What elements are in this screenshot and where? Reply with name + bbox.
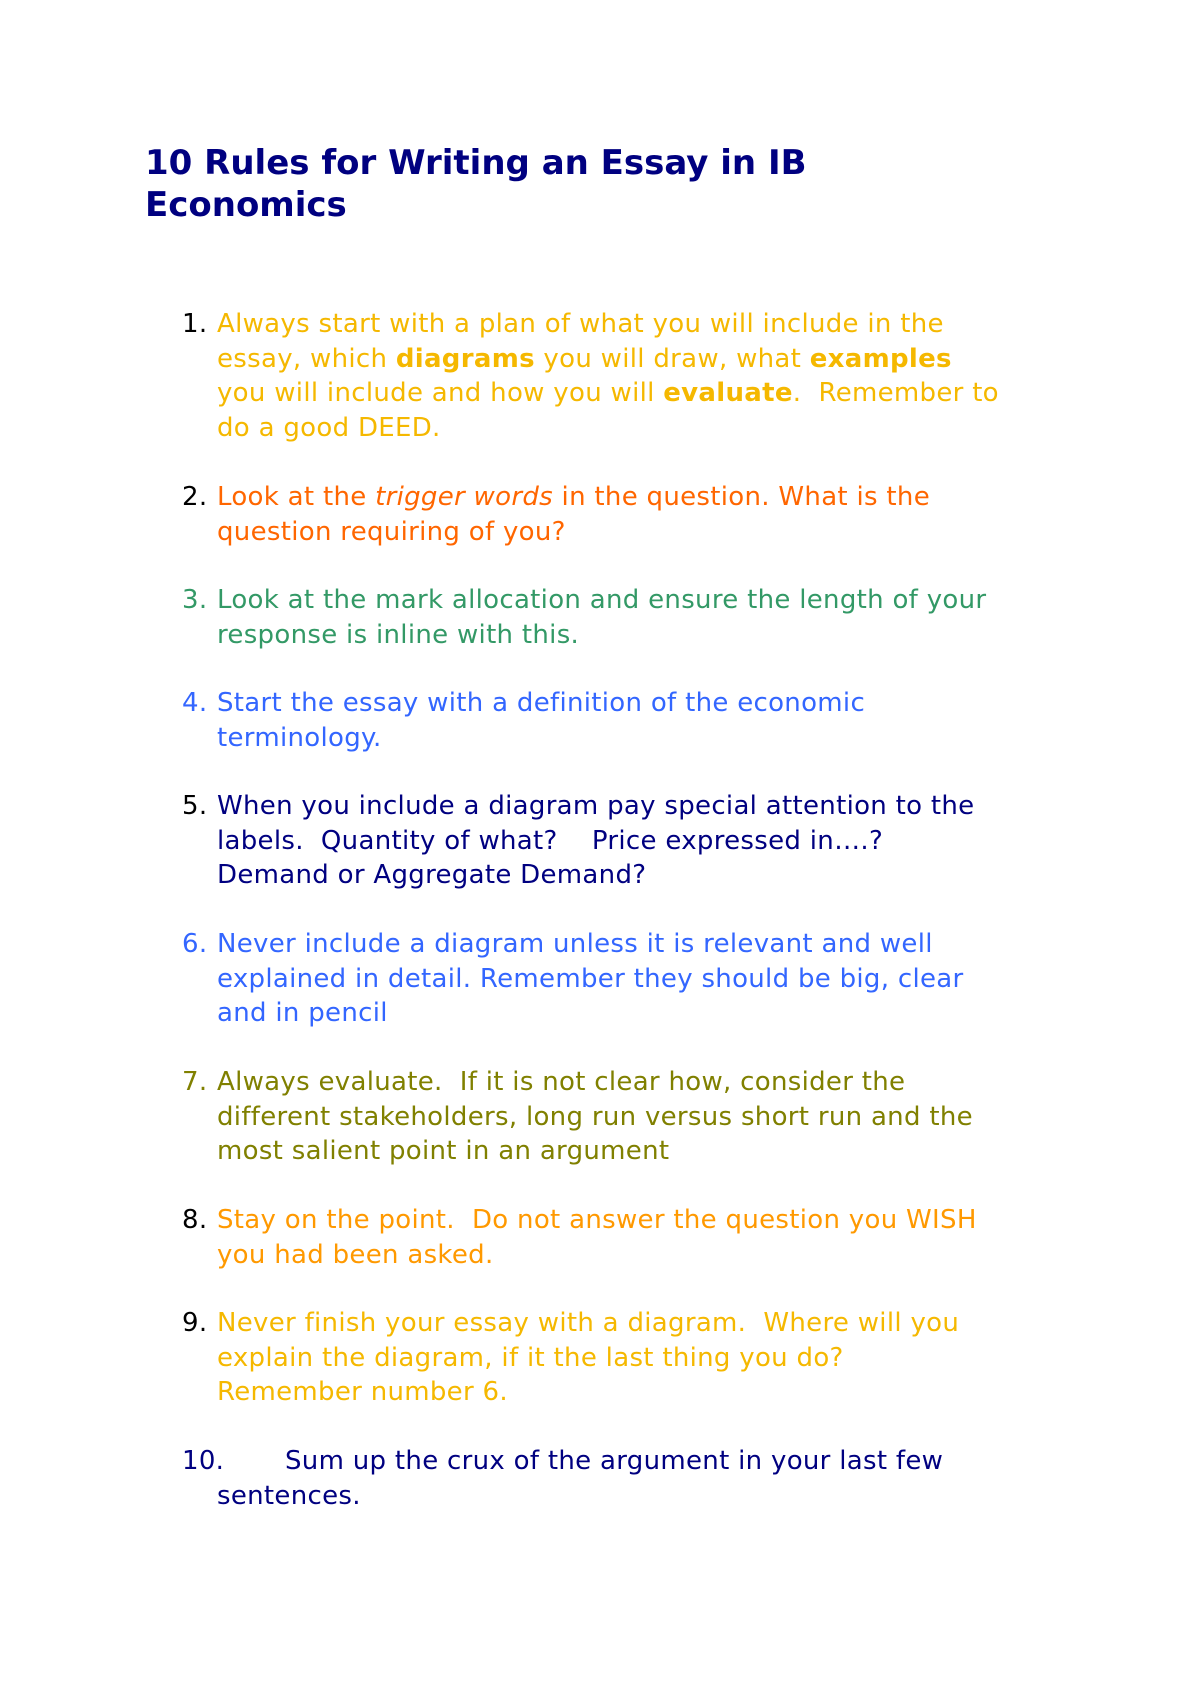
rule-number: 4. <box>182 688 208 718</box>
rule-text <box>217 1444 1077 1513</box>
rule-text <box>217 480 1077 549</box>
rule-6-line-2: explained in detail. Remember they should be big, clear <box>217 963 964 994</box>
rule-8-line-2: you had been asked. <box>217 1239 494 1270</box>
rule-4-line-1: Start the essay with a definition of the economic <box>217 688 866 718</box>
rule-text <box>217 1203 1077 1272</box>
rule-2-line-1: Look at the trigger words in the question. What is the <box>217 482 930 512</box>
rule-9-line-1: Never finish your essay with a diagram. Where will you <box>217 1308 960 1338</box>
rule-5-line-2: labels. Quantity of what? Price expressed in….? <box>217 825 884 856</box>
rule-number: 5. <box>182 791 208 821</box>
rule-text <box>217 789 1077 893</box>
rule-9-line-2: explain the diagram, if it the last thing you do? <box>217 1342 844 1373</box>
rule-number: 3. <box>182 585 208 615</box>
rule-number: 7. <box>182 1067 208 1097</box>
rule-text <box>217 1306 1077 1410</box>
rule-number: 10. <box>182 1446 225 1476</box>
rule-3-line-1: Look at the mark allocation and ensure the length of your <box>217 585 987 615</box>
rule-number: 9. <box>182 1308 208 1338</box>
emphasis-text: trigger words <box>375 482 553 512</box>
rule-10-line-1: Sum up the crux of the argument in your last few <box>285 1446 944 1476</box>
rule-5-line-3: Demand or Aggregate Demand? <box>217 860 647 890</box>
rule-2-line-2: question requiring of you? <box>217 516 566 547</box>
emphasis-text: diagrams <box>395 343 535 374</box>
rule-1-line-4: do a good DEED. <box>217 412 441 443</box>
rule-7-line-1: Always evaluate. If it is not clear how, consider the <box>217 1067 906 1097</box>
rule-text <box>217 1065 1077 1169</box>
rule-7-line-3: most salient point in an argument <box>217 1136 670 1166</box>
rule-text <box>217 686 1077 755</box>
rule-number: 1. <box>182 309 208 339</box>
rule-number: 2. <box>182 482 208 512</box>
emphasis-text: examples <box>809 343 952 374</box>
emphasis-text: evaluate <box>663 378 793 408</box>
rule-text <box>217 927 1077 1031</box>
rule-number: 8. <box>182 1205 208 1235</box>
rule-7-line-2: different stakeholders, long run versus short run and the <box>217 1101 973 1132</box>
rule-number: 6. <box>182 929 208 959</box>
rule-4-line-2: terminology. <box>217 722 382 753</box>
rule-text <box>217 307 1077 445</box>
rule-8-line-1: Stay on the point. Do not answer the question you WISH <box>217 1205 977 1235</box>
rule-9-line-3: Remember number 6. <box>217 1377 508 1407</box>
rule-5-line-1: When you include a diagram pay special attention to the <box>217 791 975 821</box>
page-title: 10 Rules for Writing an Essay in IB Economics <box>145 143 807 225</box>
rule-10-line-2: sentences. <box>217 1480 361 1511</box>
rule-1-line-1: Always start with a plan of what you will include in the <box>217 309 944 339</box>
rule-6-line-3: and in pencil <box>217 998 388 1028</box>
rule-3-line-2: response is inline with this. <box>217 619 580 650</box>
rule-1-line-2: essay, which diagrams you will draw, what examples <box>217 343 952 374</box>
rule-1-line-3: you will include and how you will evaluate. Remember to <box>217 378 999 408</box>
rule-6-line-1: Never include a diagram unless it is relevant and well <box>217 929 933 959</box>
rule-text <box>217 583 1077 652</box>
